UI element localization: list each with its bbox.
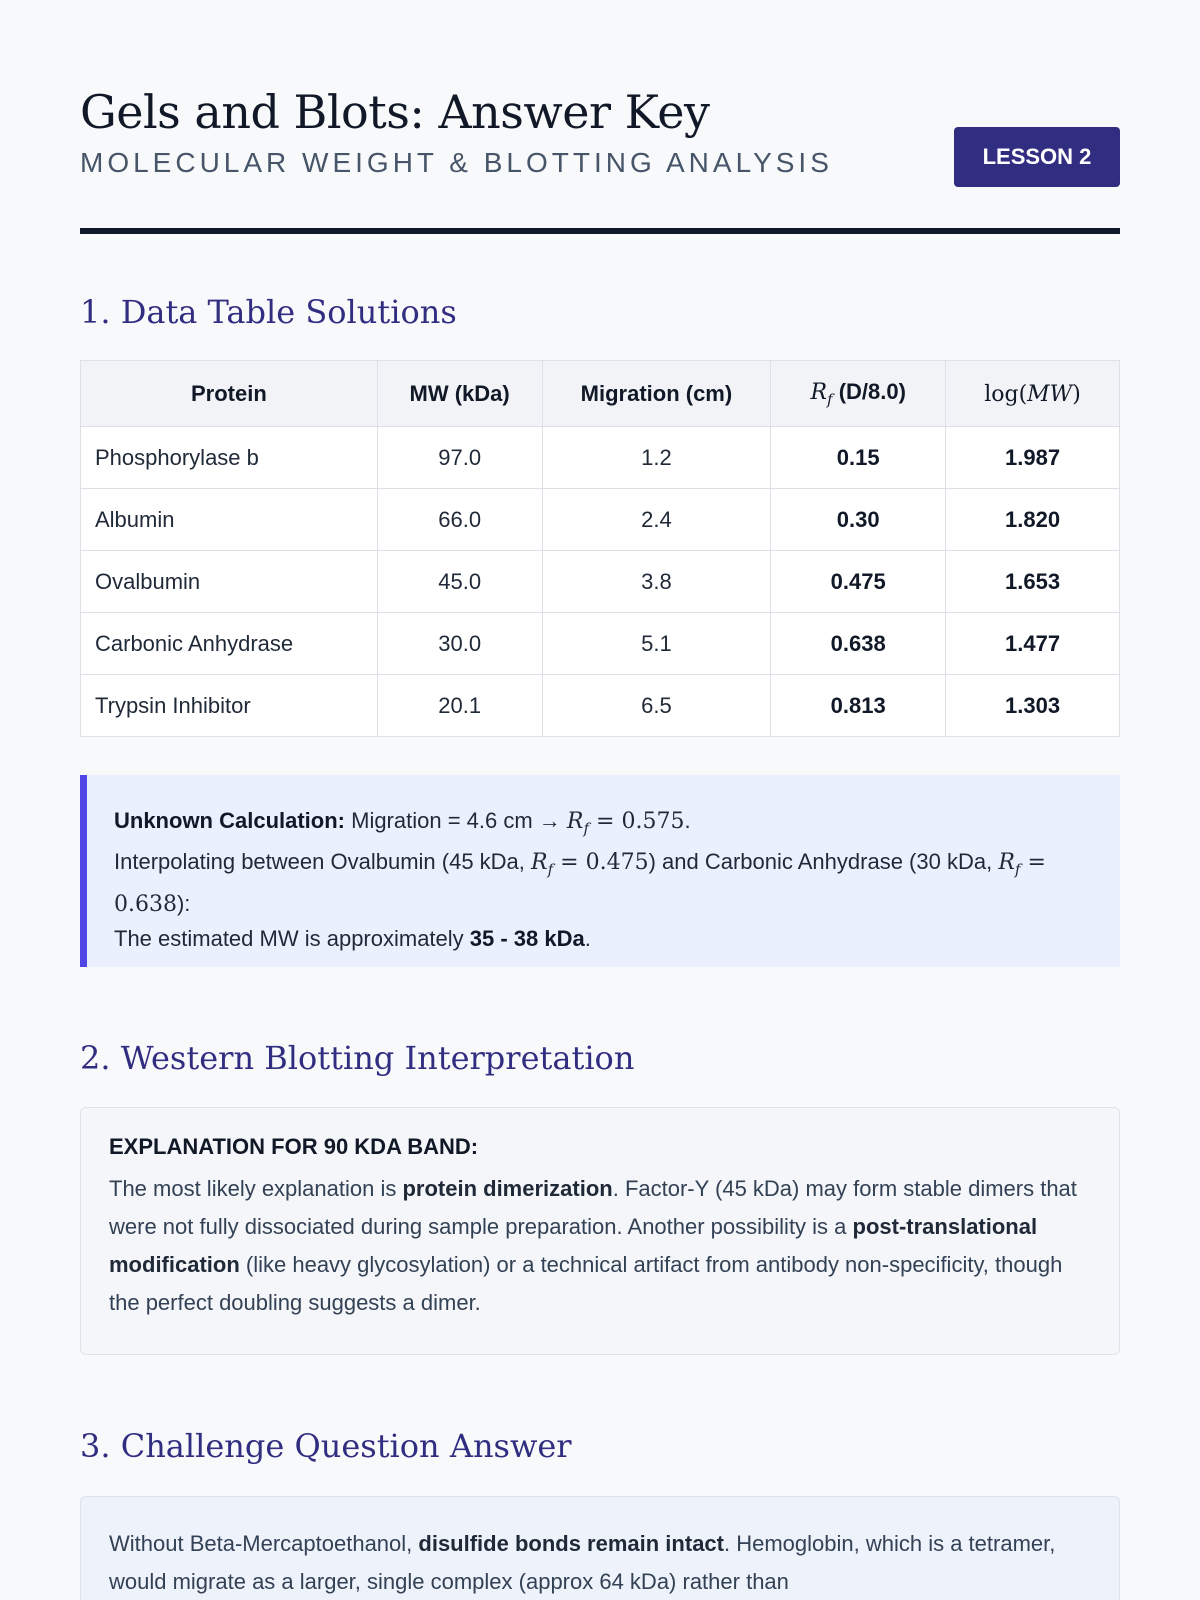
cell-mw: 30.0 [377, 613, 542, 675]
lesson-badge: LESSON 2 [954, 127, 1120, 187]
unknown-calculation-callout [80, 775, 1120, 967]
explanation-text-c: . Factor-Y (45 kDa) may form stable dimers that were not fully dissociated during sample preparation. Another possibility is a [109, 1176, 1077, 1239]
table-row [81, 675, 1120, 737]
cell-migration: 5.1 [542, 613, 771, 675]
col-header-protein: Protein [81, 361, 378, 427]
cell-rf: 0.475 [771, 551, 946, 613]
cell-log-mw: 1.987 [946, 427, 1120, 489]
cell-rf: 0.813 [771, 675, 946, 737]
col-header-migration: Migration (cm) [542, 361, 771, 427]
calc-estimate-value: 35 - 38 kDa [469, 925, 585, 951]
cell-rf: 0.638 [771, 613, 946, 675]
calc-carbonic-rf: 0.638 [114, 891, 177, 917]
table-row [81, 489, 1120, 551]
calc-ovalbumin-rf: 0.475 [585, 850, 649, 876]
calc-label: Unknown Calculation: [114, 808, 345, 833]
cell-protein: Albumin [81, 489, 378, 551]
table-header-row [81, 361, 1120, 427]
cell-log-mw: 1.820 [946, 489, 1120, 551]
cell-protein: Ovalbumin [81, 551, 378, 613]
table-row [81, 613, 1120, 675]
section-heading-data-table: 1. Data Table Solutions [80, 293, 457, 331]
section-heading-challenge: 3. Challenge Question Answer [80, 1427, 572, 1465]
table-row [81, 551, 1120, 613]
cell-rf: 0.15 [771, 427, 946, 489]
panel-heading: EXPLANATION FOR 90 KDA BAND: [109, 1134, 479, 1159]
cell-log-mw: 1.477 [946, 613, 1120, 675]
cell-log-mw: 1.653 [946, 551, 1120, 613]
calc-interp-text-c: ): [176, 890, 191, 916]
cell-protein: Carbonic Anhydrase [81, 613, 378, 675]
cell-mw: 20.1 [377, 675, 542, 737]
calc-migration-text: Migration = 4.6 cm → [345, 808, 567, 833]
cell-protein: Trypsin Inhibitor [81, 675, 378, 737]
page-subtitle: MOLECULAR WEIGHT & BLOTTING ANALYSIS [80, 147, 833, 178]
page-title: Gels and Blots: Answer Key [80, 85, 710, 139]
cell-log-mw: 1.303 [946, 675, 1120, 737]
cell-mw: 66.0 [377, 489, 542, 551]
calc-line-3: The estimated MW is approximately 35 - 38 kDa. [114, 925, 591, 951]
challenge-paragraph [109, 1525, 1091, 1600]
cell-migration: 3.8 [542, 551, 771, 613]
calc-unknown-rf: 0.575 [621, 809, 685, 834]
data-table [80, 360, 1120, 737]
cell-mw: 97.0 [377, 427, 542, 489]
cell-migration: 1.2 [542, 427, 771, 489]
explanation-paragraph [109, 1170, 1091, 1322]
cell-migration: 2.4 [542, 489, 771, 551]
cell-rf: 0.30 [771, 489, 946, 551]
table-row [81, 427, 1120, 489]
cell-mw: 45.0 [377, 551, 542, 613]
col-header-rf: $R_f$ (D/8.0) [771, 361, 946, 427]
calc-interp-text-b: ) and Carbonic Anhydrase (30 kDa, [648, 849, 999, 875]
explanation-bold-dimerization: protein dimerization [402, 1176, 613, 1201]
col-header-log-mw: log(MW) [946, 361, 1120, 427]
section-heading-western-blot: 2. Western Blotting Interpretation [80, 1039, 635, 1077]
challenge-text-c: . Hemoglobin, which is a tetramer, would migrate as a larger, single complex (approx 64 kDa) rather than [109, 1531, 1056, 1594]
explanation-text-d: (like heavy glycosylation) or a technical artifact from antibody non-specificity, though the perfect doubling suggests a dimer. [109, 1252, 1063, 1315]
calc-interp-text-a: Interpolating between Ovalbumin (45 kDa, [114, 849, 532, 875]
western-blot-panel [80, 1107, 1120, 1355]
page-header [80, 0, 1120, 234]
calc-line-2: Interpolating between Ovalbumin (45 kDa, $R_f = 0.475$) and Carbonic Anhydrase (30 kDa, $R_f = 0.638$): [114, 849, 1046, 917]
cell-protein: Phosphorylase b [81, 427, 378, 489]
col-header-mw: MW (kDa) [377, 361, 542, 427]
challenge-text-a: Without Beta-Mercaptoethanol, [109, 1531, 419, 1556]
calc-estimate-text: The estimated MW is approximately [114, 925, 470, 951]
challenge-answer-panel [80, 1496, 1120, 1600]
explanation-text-a: The most likely explanation is [109, 1176, 403, 1201]
challenge-bold-disulfide: disulfide bonds remain intact [418, 1531, 724, 1556]
cell-migration: 6.5 [542, 675, 771, 737]
explanation-bold-ptm: post-translational modification [109, 1214, 1038, 1277]
calc-line-1: Unknown Calculation: Migration = 4.6 cm → $R_f = 0.575$. [114, 808, 691, 838]
